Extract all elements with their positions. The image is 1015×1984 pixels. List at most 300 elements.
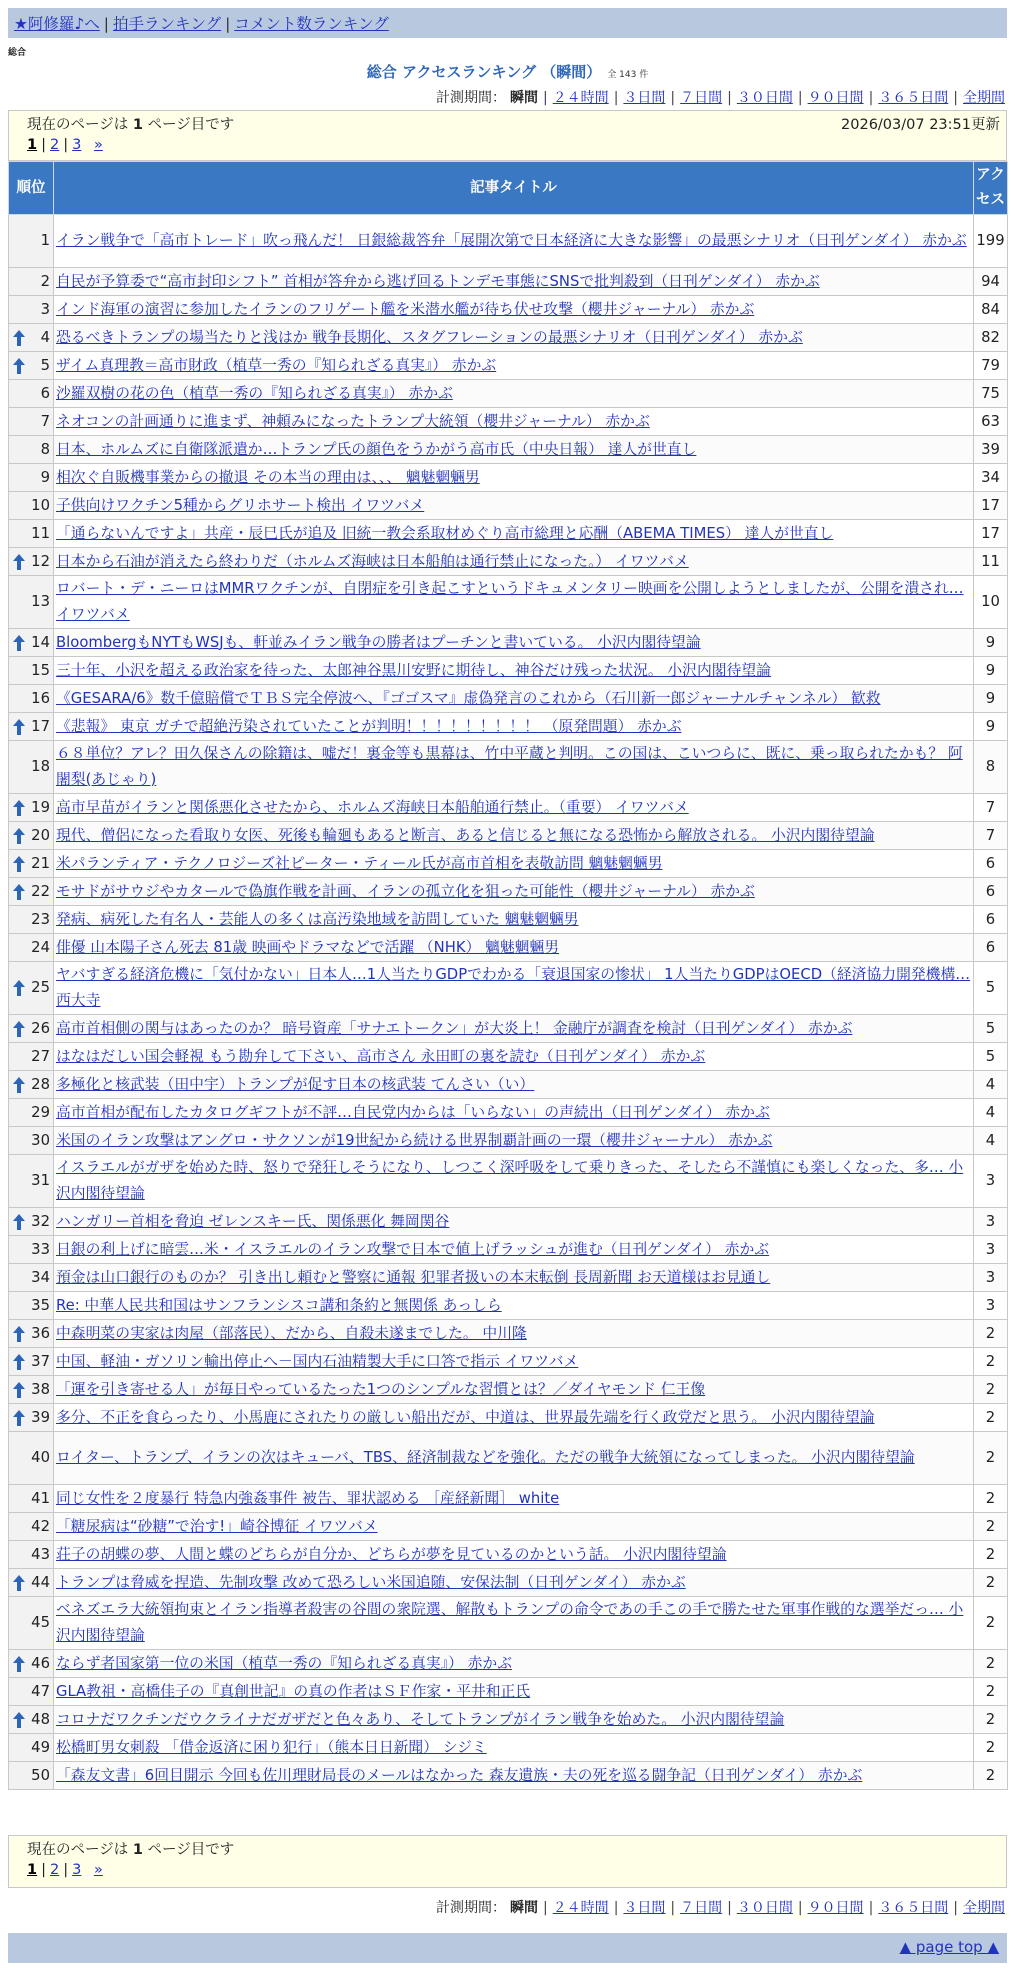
article-title-link[interactable]: ベネズエラ大統領拘束とイラン指導者殺害の谷間の衆院選、解散もトランプの命令であの手この手で勝たせた軍事作戦的な選挙だっ… 小沢内閣待望論 (56, 1601, 964, 1644)
article-title-link[interactable]: 米国のイラン攻撃はアングロ・サクソンが19世紀から続ける世界制覇計画の一環（櫻井ジャーナル） 赤かぶ (56, 1131, 773, 1149)
access-count: 2 (974, 1597, 1008, 1650)
access-count: 6 (974, 850, 1008, 878)
title-cell (54, 1513, 974, 1541)
title-cell (54, 962, 974, 1015)
article-title-link[interactable]: 同じ女性を２度暴行 特急内強姦事件 被告、罪状認める ［産経新聞］ white (56, 1489, 560, 1507)
access-count: 9 (974, 657, 1008, 685)
title-cell (54, 324, 974, 352)
access-count: 2 (974, 1404, 1008, 1432)
title-cell (54, 215, 974, 268)
article-title-link[interactable]: ネオコンの計画通りに進まず、神頼みになったトランプ大統領（櫻井ジャーナル） 赤かぶ (56, 412, 650, 430)
table-row (9, 436, 1008, 464)
ranking-table (8, 161, 1008, 1790)
title-cell (54, 464, 974, 492)
rank-cell (9, 850, 54, 878)
rank-number: 13 (31, 593, 50, 610)
rank-up-arrow-icon (13, 1382, 25, 1398)
access-count: 10 (974, 576, 1008, 629)
table-row (9, 492, 1008, 520)
article-title-link[interactable]: GLA教祖・高橋佳子の『真創世記』の真の作者はＳＦ作家・平井和正氏 (56, 1682, 531, 1700)
rank-cell (9, 1597, 54, 1650)
access-count: 2 (974, 1320, 1008, 1348)
rank-cell (9, 1706, 54, 1734)
access-count: 2 (974, 1762, 1008, 1790)
rank-up-arrow-icon (13, 1021, 25, 1037)
table-row (9, 408, 1008, 436)
rank-number: 2 (40, 272, 50, 290)
article-title-link[interactable]: 中国、軽油・ガソリン輸出停止へ－国内石油精製大手に口答で指示 イワツバメ (56, 1352, 579, 1370)
rank-header: 順位 (9, 162, 54, 215)
title-cell (54, 1043, 974, 1071)
rank-number: 26 (31, 1019, 50, 1037)
access-count: 5 (974, 1015, 1008, 1043)
access-count: 9 (974, 629, 1008, 657)
rank-number: 46 (31, 1654, 50, 1672)
title-cell (54, 657, 974, 685)
access-count: 2 (974, 1348, 1008, 1376)
title-cell (54, 1404, 974, 1432)
table-row (9, 1706, 1008, 1734)
article-title-link[interactable]: ロイター、トランプ、イランの次はキューバ、TBS、経済制裁などを強化。ただの戦争大統領になってしまった。 小沢内閣待望論 (56, 1449, 915, 1466)
table-row (9, 576, 1008, 629)
rank-up-arrow-icon (13, 719, 25, 735)
clap-ranking-link[interactable]: 拍手ランキング (113, 15, 222, 33)
period-24h-link[interactable]: ２４時間 (552, 1900, 609, 1916)
article-title-link[interactable]: 恐るべきトランプの場当たりと浅はか 戦争長期化、スタグフレーションの最悪シナリオ（日刊ゲンダイ） 赤かぶ (56, 328, 803, 346)
table-row (9, 685, 1008, 713)
rank-cell (9, 1071, 54, 1099)
article-title-link[interactable]: 現代、僧侶になった看取り女医、死後も輪廻もあると断言、あると信じると無になる恐怖から解放される。 小沢内閣待望論 (56, 826, 875, 844)
access-count: 2 (974, 1678, 1008, 1706)
rank-number: 18 (31, 758, 50, 775)
access-count: 4 (974, 1127, 1008, 1155)
table-row (9, 1513, 1008, 1541)
access-count: 7 (974, 794, 1008, 822)
rank-number: 30 (31, 1131, 50, 1149)
article-title-link[interactable]: ロバート・デ・ニーロはMMRワクチンが、自閉症を引き起こすというドキュメンタリー映画を公開しようとしましたが、公開を潰され… イワツバメ (56, 580, 964, 623)
rank-cell (9, 962, 54, 1015)
article-title-link[interactable]: 相次ぐ自販機事業からの撤退 その本当の理由は、、、 魑魅魍魎男 (56, 468, 480, 486)
title-cell (54, 629, 974, 657)
title-cell (54, 1432, 974, 1485)
comment-ranking-link[interactable]: コメント数ランキング (234, 15, 389, 33)
rank-cell (9, 1236, 54, 1264)
article-title-link[interactable]: 三十年、小沢を超える政治家を待った、太郎神谷黒川安野に期待し、神谷だけ残った状況。 小沢内閣待望論 (56, 661, 771, 679)
table-row (9, 906, 1008, 934)
access-count: 63 (974, 408, 1008, 436)
article-title-link[interactable]: 中森明菜の実家は肉屋（部落民）、だから、自殺未遂までした。 中川隆 (56, 1324, 527, 1342)
table-header-row (9, 162, 1008, 215)
access-count: 9 (974, 713, 1008, 741)
title-cell (54, 408, 974, 436)
access-count: 17 (974, 492, 1008, 520)
article-title-link[interactable]: 日銀の利上げに暗雲…米・イスラエルのイラン攻撃で日本で値上げラッシュが進む（日刊ゲンダイ） 赤かぶ (56, 1240, 770, 1258)
title-cell (54, 1734, 974, 1762)
title-cell (54, 1597, 974, 1650)
title-header: 記事タイトル (54, 162, 974, 215)
rank-number: 36 (31, 1324, 50, 1342)
page-1-current: 1 (27, 137, 38, 153)
rank-cell (9, 268, 54, 296)
rank-cell (9, 1734, 54, 1762)
table-row (9, 1292, 1008, 1320)
access-count: 5 (974, 1043, 1008, 1071)
rank-cell (9, 1015, 54, 1043)
rank-number: 19 (31, 798, 50, 816)
table-row (9, 1650, 1008, 1678)
article-title-link[interactable]: ヤバすぎる経済危機に「気付かない」日本人…1人当たりGDPでわかる「衰退国家の惨状」 1人当たりGDPはOECD（経済協力開発機構… 西大寺 (56, 966, 971, 1009)
article-title-link[interactable]: 子供向けワクチン5種からグリホサート検出 イワツバメ (56, 496, 425, 514)
article-title-link[interactable]: 荘子の胡蝶の夢、人間と蝶のどちらが自分か、どちらが夢を見ているのかという話。 小沢内閣待望論 (56, 1545, 727, 1563)
table-row (9, 822, 1008, 850)
rank-up-arrow-icon (13, 980, 25, 996)
article-title-link[interactable]: 高市首相が配布したカタログギフトが不評…自民党内からは「いらない」の声続出（日刊ゲンダイ） 赤かぶ (56, 1103, 770, 1121)
rank-cell (9, 1155, 54, 1208)
rank-number: 33 (31, 1240, 50, 1258)
page-2-link[interactable]: 2 (49, 1862, 60, 1878)
page-1-current: 1 (27, 1862, 38, 1878)
access-count: 2 (974, 1569, 1008, 1597)
article-title-link[interactable]: モサドがサウジやカタールで偽旗作戦を計画、イランの孤立化を狙った可能性（櫻井ジャーナル） 赤かぶ (56, 882, 755, 900)
period-7d-link[interactable]: ７日間 (680, 1900, 723, 1916)
rank-up-arrow-icon (13, 800, 25, 816)
rank-number: 38 (31, 1380, 50, 1398)
rank-cell (9, 1348, 54, 1376)
article-title-link[interactable]: 「糖尿病は“砂糖”で治す!」崎谷博征 イワツバメ (56, 1517, 378, 1535)
rank-cell (9, 1513, 54, 1541)
access-count: 17 (974, 520, 1008, 548)
article-title-link[interactable]: イスラエルがガザを始めた時、怒りで発狂しそうになり、しつこく深呼吸をして乗りきった、そしたら不謹慎にも楽しくなった、多… 小沢内閣待望論 (56, 1159, 964, 1202)
next-page-link[interactable]: » (93, 137, 103, 153)
rank-number: 28 (31, 1075, 50, 1093)
pagination-bottom: 1 | 2 | 3 » (27, 1862, 103, 1878)
rank-number: 11 (31, 524, 50, 542)
rank-up-arrow-icon (13, 358, 25, 374)
article-title-link[interactable]: ザイム真理教＝高市財政（植草一秀の『知られざる真実』） 赤かぶ (56, 356, 497, 374)
title-cell (54, 380, 974, 408)
title-cell (54, 1569, 974, 1597)
access-count: 3 (974, 1208, 1008, 1236)
rank-cell (9, 629, 54, 657)
table-row (9, 1071, 1008, 1099)
table-row (9, 296, 1008, 324)
rank-cell (9, 548, 54, 576)
rank-up-arrow-icon (13, 1354, 25, 1370)
title-cell (54, 850, 974, 878)
access-count: 39 (974, 436, 1008, 464)
table-row (9, 1762, 1008, 1790)
title-cell (54, 1264, 974, 1292)
article-title-link[interactable]: Re: 中華人民共和国はサンフランシスコ講和条約と無関係 あっしら (56, 1296, 502, 1314)
rank-cell (9, 1099, 54, 1127)
rank-up-arrow-icon (13, 884, 25, 900)
title-cell (54, 1376, 974, 1404)
rank-number: 47 (31, 1682, 50, 1700)
article-title-link[interactable]: 「通らないんですよ」共産・辰巳氏が追及 旧統一教会系取材めぐり高市総理と応酬（ABEMA TIMES） 達人が世直し (56, 524, 834, 542)
title-cell (54, 520, 974, 548)
title-cell (54, 1678, 974, 1706)
next-page-link[interactable]: » (93, 1862, 103, 1878)
table-row (9, 520, 1008, 548)
rank-number: 20 (31, 826, 50, 844)
table-row (9, 548, 1008, 576)
title-cell (54, 1320, 974, 1348)
table-row (9, 215, 1008, 268)
rank-cell (9, 713, 54, 741)
rank-number: 41 (31, 1489, 50, 1507)
nav-separator: | (225, 15, 231, 33)
table-row (9, 1348, 1008, 1376)
table-row (9, 629, 1008, 657)
rank-number: 15 (31, 661, 50, 679)
access-count: 82 (974, 324, 1008, 352)
access-count: 3 (974, 1264, 1008, 1292)
article-title-link[interactable]: 米パランティア・テクノロジーズ社ピーター・ティール氏が高市首相を表敬訪問 魑魅魍魎男 (56, 854, 663, 872)
rank-cell (9, 436, 54, 464)
rank-cell (9, 1043, 54, 1071)
article-title-link[interactable]: 預金は山口銀行のものか？ 引き出し頼むと警察に通報 犯罪者扱いの本末転倒 長周新聞 お天道様はお見通し (56, 1268, 771, 1286)
rank-cell (9, 215, 54, 268)
table-row (9, 1127, 1008, 1155)
section-label: 総合 (8, 48, 27, 58)
title-cell (54, 1155, 974, 1208)
rank-number: 43 (31, 1545, 50, 1563)
page-3-link[interactable]: 3 (72, 137, 82, 153)
access-count: 4 (974, 1071, 1008, 1099)
rank-up-arrow-icon (13, 828, 25, 844)
top-nav-bar (8, 8, 1007, 38)
period-365d-link[interactable]: ３６５日間 (878, 1900, 949, 1916)
rank-up-arrow-icon (13, 1712, 25, 1728)
period-selector-top: 計測期間： 瞬間 | ２４時間 | ３日間 | ７日間 | ３０日間 | ９０日間 | ３６５日間 | 全期間 (435, 90, 1005, 106)
table-row (9, 1015, 1008, 1043)
rank-number: 14 (31, 633, 50, 651)
period-all-link[interactable]: 全期間 (963, 1900, 1005, 1916)
title-cell (54, 1208, 974, 1236)
ranking-title (0, 61, 1015, 82)
rank-cell (9, 324, 54, 352)
period-3d-link[interactable]: ３日間 (623, 90, 666, 106)
rank-cell (9, 1762, 54, 1790)
period-30d-link[interactable]: ３０日間 (736, 1900, 793, 1916)
article-title-link[interactable]: 多極化と核武装（田中宇）トランプが促す日本の核武装 てんさい（い） (56, 1075, 535, 1093)
table-row (9, 1264, 1008, 1292)
access-count: 2 (974, 1541, 1008, 1569)
rank-number: 12 (31, 552, 50, 570)
article-title-link[interactable]: 沙羅双樹の花の色（植草一秀の『知られざる真実』） 赤かぶ (56, 384, 453, 402)
rank-cell (9, 1376, 54, 1404)
table-row (9, 934, 1008, 962)
table-row (9, 1432, 1008, 1485)
access-count: 34 (974, 464, 1008, 492)
title-cell (54, 1015, 974, 1043)
page-status-bottom: 現在のページは 1 ページ目です (27, 1842, 235, 1858)
article-title-link[interactable]: 「森友文書」6回目開示 今回も佐川理財局長のメールはなかった 森友遺族・夫の死を巡る闘争記（日刊ゲンダイ） 赤かぶ (56, 1766, 863, 1784)
access-count: 5 (974, 962, 1008, 1015)
table-row (9, 1734, 1008, 1762)
title-cell (54, 1706, 974, 1734)
table-row (9, 657, 1008, 685)
rank-number: 23 (31, 910, 50, 928)
rank-up-arrow-icon (13, 330, 25, 346)
rank-number: 8 (40, 440, 50, 458)
table-row (9, 794, 1008, 822)
access-count: 4 (974, 1099, 1008, 1127)
period-7d-link[interactable]: ７日間 (680, 90, 723, 106)
page-info-top (8, 110, 1007, 161)
rank-cell (9, 1485, 54, 1513)
article-title-link[interactable]: 高市首相側の関与はあったのか？ 暗号資産「サナエトークン」が大炎上！ 金融庁が調査を検討（日刊ゲンダイ） 赤かぶ (56, 1019, 853, 1037)
article-title-link[interactable]: ６８単位？アレ？田久保さんの除籍は、嘘だ！裏金等も黒幕は、竹中平蔵と判明。この国は、こいつらに、既に、乗っ取られたかも？ 阿闍梨(あじゃり) (56, 745, 963, 788)
table-row (9, 1485, 1008, 1513)
article-title-link[interactable]: コロナだワクチンだウクライナだガザだと色々あり、そしてトランプがイラン戦争を始めた。 小沢内閣待望論 (56, 1710, 785, 1728)
access-count: 75 (974, 380, 1008, 408)
table-row (9, 324, 1008, 352)
period-90d-link[interactable]: ９０日間 (807, 1900, 864, 1916)
access-count: 11 (974, 548, 1008, 576)
page-info-bottom (8, 1835, 1007, 1888)
article-title-link[interactable]: 自民が予算委で“高市封印シフト” 首相が答弁から逃げ回るトンデモ事態にSNSで批判殺到（日刊ゲンダイ） 赤かぶ (56, 272, 820, 290)
total-count: 全 143 件 (607, 70, 649, 80)
rank-number: 10 (31, 496, 50, 514)
period-current: 瞬間 (509, 90, 538, 106)
article-title-link[interactable]: 日本から石油が消えたら終わりだ（ホルムズ海峡は日本船舶は通行禁止になった。） イワツバメ (56, 552, 689, 570)
table-row (9, 1208, 1008, 1236)
article-title-link[interactable]: イラン戦争で「高市トレード」吹っ飛んだ！ 日銀総裁答弁「展開次第で日本経済に大きな影響」の最悪シナリオ（日刊ゲンダイ） 赤かぶ (56, 232, 967, 249)
access-count: 6 (974, 878, 1008, 906)
title-cell (54, 741, 974, 794)
rank-number: 31 (31, 1172, 50, 1189)
rank-number: 9 (40, 468, 50, 486)
title-cell (54, 878, 974, 906)
period-all-link[interactable]: 全期間 (963, 90, 1005, 106)
title-cell (54, 1485, 974, 1513)
rank-cell (9, 352, 54, 380)
rank-number: 1 (40, 232, 50, 249)
article-title-link[interactable]: 高市早苗がイランと関係悪化させたから、ホルムズ海峡日本船舶通行禁止。（重要） イワツバメ (56, 798, 689, 816)
rank-cell (9, 1208, 54, 1236)
table-row (9, 1043, 1008, 1071)
period-24h-link[interactable]: ２４時間 (552, 90, 609, 106)
ranking-table-body (9, 215, 1008, 1790)
rank-number: 34 (31, 1268, 50, 1286)
access-count: 199 (974, 215, 1008, 268)
title-cell (54, 794, 974, 822)
table-row (9, 962, 1008, 1015)
rank-cell (9, 822, 54, 850)
table-row (9, 741, 1008, 794)
rank-cell (9, 1650, 54, 1678)
article-title-link[interactable]: トランプは脅威を捏造、先制攻撃 改めて恐ろしい米国追随、安保法制（日刊ゲンダイ） 赤かぶ (56, 1573, 686, 1591)
access-count: 2 (974, 1734, 1008, 1762)
rank-cell (9, 380, 54, 408)
article-title-link[interactable]: 《悲報》 東京 ガチで超絶汚染されていたことが判明！！！！！！！！！ （原発問題） 赤かぶ (56, 717, 682, 735)
period-30d-link[interactable]: ３０日間 (736, 90, 793, 106)
article-title-link[interactable]: 日本、ホルムズに自衛隊派遣か…トランプ氏の顔色をうかがう高市氏（中央日報） 達人が世直し (56, 440, 697, 458)
table-row (9, 268, 1008, 296)
updated-timestamp: 2026/03/07 23:51更新 (841, 117, 1000, 133)
access-count: 2 (974, 1376, 1008, 1404)
rank-number: 39 (31, 1408, 50, 1426)
nav-separator: | (103, 15, 110, 33)
article-title-link[interactable]: 「運を引き寄せる人」が毎日やっているたった1つのシンプルな習慣とは？／ダイヤモンド 仁王像 (56, 1380, 706, 1398)
rank-number: 3 (40, 300, 50, 318)
period-90d-link[interactable]: ９０日間 (807, 90, 864, 106)
rank-cell (9, 1569, 54, 1597)
rank-number: 29 (31, 1103, 50, 1121)
page-3-link[interactable]: 3 (72, 1862, 82, 1878)
rank-number: 6 (40, 384, 50, 402)
rank-cell (9, 408, 54, 436)
rank-number: 25 (31, 979, 50, 996)
article-title-link[interactable]: 松橋町男女刺殺 「借金返済に困り犯行」（熊本日日新聞） シジミ (56, 1738, 487, 1756)
rank-cell (9, 492, 54, 520)
access-count: 6 (974, 934, 1008, 962)
title-cell (54, 548, 974, 576)
article-title-link[interactable]: ならず者国家第一位の米国（植草一秀の『知られざる真実』） 赤かぶ (56, 1654, 513, 1672)
access-count: 79 (974, 352, 1008, 380)
article-title-link[interactable]: 《GESARA/6》数千億賠償でＴＢＳ完全停波へ、『ゴゴスマ』虚偽発言のこれから（石川新一郎ジャーナルチャンネル） 歓救 (56, 689, 881, 707)
table-row (9, 1236, 1008, 1264)
access-count: 8 (974, 741, 1008, 794)
article-title-link[interactable]: 発病、病死した有名人・芸能人の多くは高汚染地域を訪問していた 魑魅魍魎男 (56, 910, 579, 928)
rank-number: 40 (31, 1449, 50, 1466)
table-row (9, 1678, 1008, 1706)
access-count: 84 (974, 296, 1008, 324)
title-cell (54, 436, 974, 464)
rank-number: 45 (31, 1614, 50, 1631)
article-title-link[interactable]: インド海軍の演習に参加したイランのフリゲート艦を米潜水艦が待ち伏せ攻撃（櫻井ジャーナル） 赤かぶ (56, 300, 755, 318)
rank-number: 22 (31, 882, 50, 900)
table-row (9, 713, 1008, 741)
rank-cell (9, 741, 54, 794)
rank-number: 27 (31, 1047, 50, 1065)
rank-cell (9, 296, 54, 324)
article-title-link[interactable]: 多分、不正を食らったり、小馬鹿にされたりの厳しい船出だが、中道は、世界最先端を行く政党だと思う。 小沢内閣待望論 (56, 1408, 875, 1426)
period-3d-link[interactable]: ３日間 (623, 1900, 666, 1916)
rank-cell (9, 1678, 54, 1706)
access-count: 2 (974, 1650, 1008, 1678)
rank-number: 24 (31, 938, 50, 956)
rank-up-arrow-icon (13, 1214, 25, 1230)
title-cell (54, 934, 974, 962)
rank-cell (9, 685, 54, 713)
access-count: 3 (974, 1236, 1008, 1264)
article-title-link[interactable]: BloombergもNYTもWSJも、軒並みイラン戦争の勝者はプーチンと書いている。 小沢内閣待望論 (56, 633, 701, 651)
rank-up-arrow-icon (13, 1575, 25, 1591)
article-title-link[interactable]: はなはだしい国会軽視 もう勘弁して下さい、高市さん 永田町の裏を読む（日刊ゲンダイ） 赤かぶ (56, 1047, 706, 1065)
period-label: 計測期間： (435, 90, 506, 106)
page-top-link[interactable]: ▲ page top ▲ (899, 1938, 999, 1956)
rank-number: 32 (31, 1212, 50, 1230)
rank-number: 5 (40, 356, 50, 374)
title-cell (54, 906, 974, 934)
rank-number: 37 (31, 1352, 50, 1370)
article-title-link[interactable]: 俳優 山本陽子さん死去 81歳 映画やドラマなどで活躍 （NHK） 魑魅魍魎男 (56, 938, 560, 956)
rank-cell (9, 520, 54, 548)
table-row (9, 380, 1008, 408)
rank-up-arrow-icon (13, 1410, 25, 1426)
access-count: 2 (974, 1432, 1008, 1485)
table-row (9, 464, 1008, 492)
page-2-link[interactable]: 2 (49, 137, 60, 153)
period-365d-link[interactable]: ３６５日間 (878, 90, 949, 106)
rank-number: 21 (31, 854, 50, 872)
title-cell (54, 296, 974, 324)
article-title-link[interactable]: ハンガリー首相を脅迫 ゼレンスキー氏、関係悪化 舞岡関谷 (56, 1212, 450, 1230)
ranking-title-text: 総合 アクセスランキング （瞬間） (366, 63, 602, 81)
home-link[interactable]: ★阿修羅♪へ (14, 15, 100, 33)
